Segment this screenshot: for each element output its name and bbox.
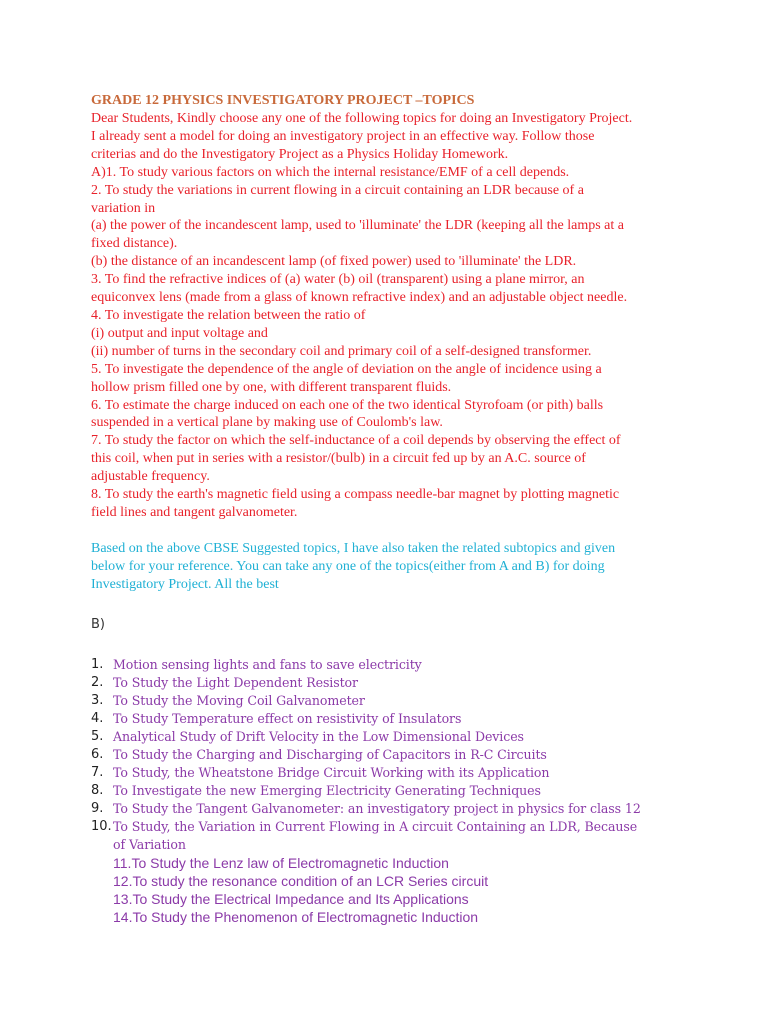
- item-number: 4.: [91, 710, 104, 726]
- intro-line: A)1. To study various factors on which the internal resistance/EMF of a cell depends.: [91, 164, 570, 180]
- item-number: 13.: [113, 890, 133, 907]
- note-line: Investigatory Project. All the best: [91, 576, 279, 592]
- intro-line: field lines and tangent galvanometer.: [91, 504, 298, 520]
- intro-line: fixed distance).: [91, 236, 178, 252]
- item-text: To Study the Moving Coil Galvanometer: [113, 692, 365, 708]
- item-number: 2.: [91, 674, 104, 690]
- item-number: 9.: [91, 800, 104, 816]
- intro-line: 6. To estimate the charge induced on each one of the two identical Styrofoam (or pith) balls: [91, 397, 604, 413]
- list-item: [91, 782, 761, 800]
- list-item: [113, 890, 761, 908]
- document-title: GRADE 12 PHYSICS INVESTIGATORY PROJECT –TOPICS: [91, 93, 475, 108]
- item-text-continuation: of Variation: [113, 836, 186, 852]
- reference-note: [91, 540, 761, 594]
- item-number: 5.: [91, 728, 104, 744]
- item-text: To Study the Charging and Discharging of Capacitors in R-C Circuits: [113, 746, 547, 762]
- intro-line: I already sent a model for doing an investigatory project in an effective way. Follow those: [91, 128, 595, 144]
- intro-line: variation in: [91, 200, 156, 216]
- item-number: 1.: [91, 656, 104, 672]
- intro-line: (i) output and input voltage and: [91, 325, 268, 341]
- intro-line: 8. To study the earth's magnetic field using a compass needle-bar magnet by plotting magnetic: [91, 487, 620, 503]
- item-text: To Study, the Variation in Current Flowing in A circuit Containing an LDR, Because: [113, 818, 638, 834]
- list-item: [91, 710, 761, 728]
- section-b-heading: B): [91, 616, 105, 632]
- list-item: [91, 728, 761, 746]
- list-item: [91, 746, 761, 764]
- intro-line: (a) the power of the incandescent lamp, used to 'illuminate' the LDR (keeping all the lamps at a: [91, 218, 624, 234]
- item-text-wrapper: [113, 818, 637, 854]
- intro-line: adjustable frequency.: [91, 469, 210, 485]
- intro-line: 3. To find the refractive indices of (a) water (b) oil (transparent) using a plane mirror, an: [91, 272, 585, 288]
- item-text: To Study the Phenomenon of Electromagnetic Induction: [132, 908, 479, 925]
- item-number: 12.: [113, 872, 133, 889]
- topic-list: [91, 656, 761, 854]
- intro-line: equiconvex lens (made from a glass of known refractive index) and an adjustable object needle.: [91, 290, 628, 306]
- note-line: below for your reference. You can take any one of the topics(either from A and B) for doing: [91, 558, 605, 574]
- list-item: [91, 764, 761, 782]
- list-item: [91, 656, 761, 674]
- note-line: Based on the above CBSE Suggested topics, I have also taken the related subtopics and given: [91, 540, 616, 556]
- intro-line: criterias and do the Investigatory Project as a Physics Holiday Homework.: [91, 146, 509, 162]
- intro-line: hollow prism filled one by one, with different transparent fluids.: [91, 379, 452, 395]
- intro-line: Dear Students, Kindly choose any one of the following topics for doing an Investigatory Project.: [91, 111, 633, 126]
- item-number: 3.: [91, 692, 104, 708]
- item-number: 6.: [91, 746, 104, 762]
- intro-text: [91, 110, 761, 522]
- list-item: [113, 872, 761, 890]
- intro-line: 4. To investigate the relation between the ratio of: [91, 307, 366, 323]
- item-text: To Study Temperature effect on resistivity of Insulators: [113, 710, 462, 726]
- list-item: [91, 692, 761, 710]
- item-number: 8.: [91, 782, 104, 798]
- intro-line: 5. To investigate the dependence of the angle of deviation on the angle of incidence using a: [91, 361, 602, 377]
- item-text: To Study the Electrical Impedance and Its Applications: [132, 890, 469, 907]
- intro-line: this coil, when put in series with a resistor/(bulb) in a circuit fed up by an A.C. source of: [91, 451, 586, 467]
- list-item: [113, 908, 761, 926]
- intro-line: suspended in a vertical plane by making use of Coulomb's law.: [91, 415, 443, 431]
- document-page: [91, 92, 761, 926]
- intro-line: (ii) number of turns in the secondary coil and primary coil of a self-designed transformer.: [91, 343, 592, 359]
- item-text: To Investigate the new Emerging Electricity Generating Techniques: [113, 782, 541, 798]
- list-item: [91, 800, 761, 818]
- list-item: [91, 674, 761, 692]
- item-text: To Study, the Wheatstone Bridge Circuit Working with its Application: [113, 764, 550, 780]
- list-item: [113, 854, 761, 872]
- item-number: 7.: [91, 764, 104, 780]
- item-text: To Study the Tangent Galvanometer: an investigatory project in physics for class 12: [113, 800, 641, 816]
- topic-list-continued: [91, 854, 761, 926]
- item-text: Motion sensing lights and fans to save electricity: [113, 656, 422, 672]
- intro-line: 2. To study the variations in current flowing in a circuit containing an LDR because of a: [91, 182, 584, 198]
- intro-line: (b) the distance of an incandescent lamp (of fixed power) used to 'illuminate' the LDR.: [91, 254, 577, 270]
- intro-line: 7. To study the factor on which the self-inductance of a coil depends by observing the effect of: [91, 433, 621, 449]
- item-number: 11.: [113, 854, 132, 871]
- item-text: To Study the Light Dependent Resistor: [113, 674, 358, 690]
- item-text: Analytical Study of Drift Velocity in the Low Dimensional Devices: [113, 728, 524, 744]
- item-text: To study the resonance condition of an LCR Series circuit: [132, 872, 489, 889]
- item-number: 14.: [113, 908, 133, 925]
- list-item: [91, 818, 761, 854]
- item-number: 10.: [91, 818, 112, 834]
- item-text: To Study the Lenz law of Electromagnetic Induction: [131, 854, 449, 871]
